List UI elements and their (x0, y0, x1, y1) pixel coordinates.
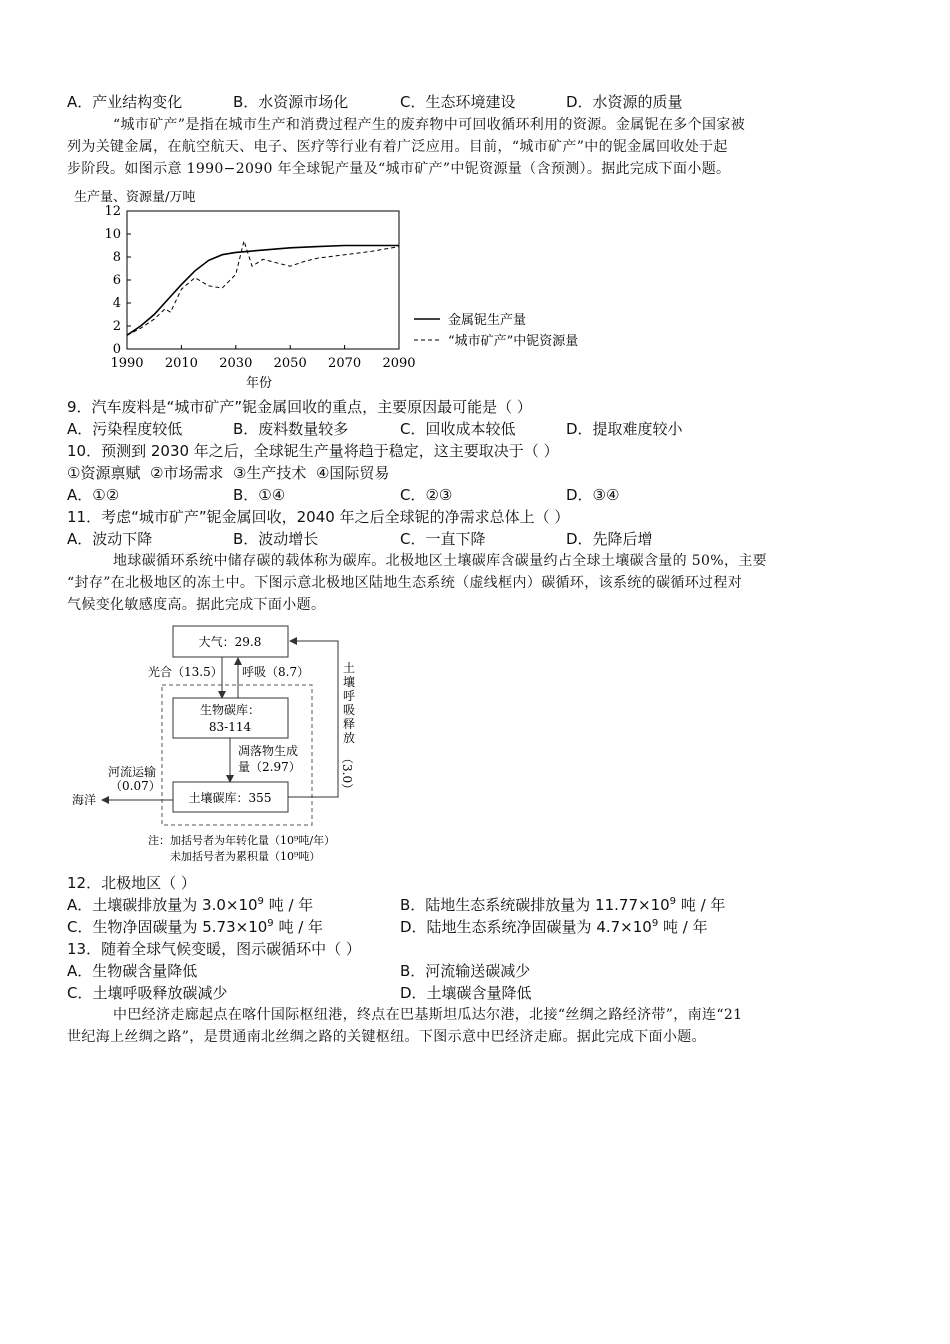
q9-option-b: B．废料数量较多 (233, 420, 349, 438)
q11-option-b: B．波动增长 (233, 530, 319, 548)
q13-stem: 13．随着全球气候变暖，图示碳循环中（ ） (67, 940, 361, 958)
x-tick-label: 2050 (273, 356, 307, 371)
passage2-line1: 地球碳循环系统中储存碳的载体称为碳库。北极地区土壤碳库含碳量约占全球土壤碳含量的 50%，主要 (113, 553, 768, 569)
photosynthesis-label: 光合（13.5） (148, 665, 223, 679)
q10-option-c: C．②③ (400, 486, 453, 504)
diagram-note-1: 注：加括号者为年转化量（10⁹吨/年） (148, 834, 336, 847)
soil-resp-value: （3.0） (340, 752, 354, 796)
y-tick-label: 6 (112, 273, 121, 288)
passage2-line3: 气候变化敏感度高。据此完成下面小题。 (67, 597, 326, 613)
passage3-line1: 中巴经济走廊起点在喀什国际枢纽港，终点在巴基斯坦瓜达尔港，北接“丝绸之路经济带”，南连“21 (113, 1007, 743, 1023)
q12-stem: 12．北极地区（ ） (67, 874, 196, 892)
q9-stem: 9．汽车废料是“城市矿产”铌金属回收的重点，主要原因最可能是（ ） (67, 398, 532, 416)
chart-plot-frame (127, 211, 399, 349)
river-label-2: （0.07） (110, 779, 161, 793)
niobium-chart (60, 183, 620, 393)
q12-option-a (67, 895, 313, 915)
q13-option-a: A．生物碳含量降低 (67, 962, 198, 980)
q8-option-d: D．水资源的质量 (566, 93, 683, 111)
x-tick-label: 2070 (328, 356, 362, 371)
q12-option-b (400, 895, 725, 915)
exponent: 9 (257, 896, 264, 907)
soil-carbon-label: 土壤碳库：355 (188, 791, 272, 805)
soil-resp-char: 呼 (343, 689, 356, 703)
passage1-line2: 列为关键金属，在航空航天、电子、医疗等行业有着广泛应用。目前，“城市矿产”中的铌金属回收处于起 (67, 139, 728, 155)
atmosphere-label: 大气：29.8 (198, 635, 262, 649)
exponent: 9 (267, 918, 274, 929)
q8-option-c: C．生态环境建设 (400, 93, 516, 111)
q9-option-a: A．污染程度较低 (67, 420, 183, 438)
q12-option-c (67, 917, 323, 937)
series-resource-line (127, 241, 399, 335)
y-tick-label: 10 (104, 227, 121, 242)
q10-option-a: A．①② (67, 486, 120, 504)
y-tick-label: 8 (112, 250, 121, 265)
river-label-1: 河流运输 (108, 765, 157, 779)
x-tick-label: 2090 (382, 356, 416, 371)
q10-option-d: D．③④ (566, 486, 620, 504)
litter-label-1: 凋落物生成 (238, 744, 299, 758)
x-tick-label: 2030 (219, 356, 253, 371)
q12-option-c-unit: 吨 / 年 (273, 918, 324, 936)
exponent: 9 (669, 896, 677, 907)
soil-resp-char: 放 (343, 731, 356, 745)
q13-option-c: C．土壤呼吸释放碳减少 (67, 984, 228, 1002)
q12-option-a-text: A．土壤碳排放量为 3.0×10 (67, 896, 258, 914)
exponent: 9 (651, 918, 659, 929)
soil-resp-char: 吸 (343, 703, 356, 717)
soil-resp-char: 释 (343, 717, 356, 731)
passage1-line3: 步阶段。如图示意 1990−2090 年全球铌产量及“城市矿产”中铌资源量（含预测）。据此完成下面小题。 (67, 161, 731, 177)
q10-option-b: B．①④ (233, 486, 286, 504)
q13-option-b: B．河流输送碳减少 (400, 962, 531, 980)
q12-option-b-text: B．陆地生态系统碳排放量为 11.77×10 (400, 896, 670, 914)
q10-items: ①资源禀赋 ②市场需求 ③生产技术 ④国际贸易 (67, 464, 390, 482)
soil-respiration-label (340, 660, 355, 795)
soil-resp-char: 壤 (343, 675, 356, 689)
x-tick-label: 2010 (164, 356, 198, 371)
chart-legend (414, 312, 578, 349)
q12-option-a-unit: 吨 / 年 (263, 896, 314, 914)
legend-resource: “城市矿产”中铌资源量 (448, 334, 579, 349)
q11-option-d: D．先降后增 (566, 530, 653, 548)
q8-option-a: A．产业结构变化 (67, 93, 183, 111)
q11-stem: 11．考虑“城市矿产”铌金属回收，2040 年之后全球铌的净需求总体上（ ） (67, 508, 570, 526)
q12-option-d (400, 917, 708, 937)
carbon-cycle-diagram (60, 620, 380, 870)
y-tick-label: 0 (112, 342, 121, 357)
litter-label-2: 量（2.97） (238, 760, 301, 774)
q12-option-c-text: C．生物净固碳量为 5.73×10 (67, 918, 268, 936)
q13-option-d: D．土壤碳含量降低 (400, 984, 532, 1002)
respiration-label: 呼吸（8.7） (242, 665, 310, 679)
passage3-line2: 世纪海上丝绸之路”，是贯通南北丝绸之路的关键枢纽。下图示意中巴经济走廊。据此完成下面小题。 (67, 1029, 706, 1045)
q9-option-d: D．提取难度较小 (566, 420, 683, 438)
diagram-note-2: 未加括号者为累积量（10⁹吨） (170, 850, 321, 863)
chart-xlabel: 年份 (246, 376, 273, 391)
q10-stem: 10．预测到 2030 年之后，全球铌生产量将趋于稳定，这主要取决于（ ） (67, 442, 559, 460)
q11-option-c: C．一直下降 (400, 530, 486, 548)
passage2-line2: “封存”在北极地区的冻土中。下图示意北极地区陆地生态系统（虚线框内）碳循环，该系统的碳循环过程对 (67, 575, 743, 591)
soil-resp-char: 土 (343, 661, 356, 675)
bio-carbon-value: 83-114 (208, 720, 252, 734)
ocean-label: 海洋 (72, 793, 97, 807)
y-tick-label: 4 (112, 296, 121, 311)
q12-option-d-unit: 吨 / 年 (658, 918, 708, 936)
passage1-line1: “城市矿产”是指在城市生产和消费过程产生的废弃物中可回收循环利用的资源。金属铌在多个国家被 (113, 117, 746, 133)
bio-carbon-label: 生物碳库： (199, 703, 261, 717)
y-tick-label: 2 (112, 319, 121, 334)
q8-option-b: B．水资源市场化 (233, 93, 349, 111)
x-tick-label: 1990 (110, 356, 144, 371)
q9-option-c: C．回收成本较低 (400, 420, 516, 438)
q12-option-b-unit: 吨 / 年 (676, 896, 726, 914)
y-tick-label: 12 (104, 204, 121, 219)
q12-option-d-text: D．陆地生态系统净固碳量为 4.7×10 (400, 918, 652, 936)
legend-production: 金属铌生产量 (448, 313, 527, 328)
chart-ylabel: 生产量、资源量/万吨 (74, 190, 196, 205)
q11-option-a: A．波动下降 (67, 530, 153, 548)
